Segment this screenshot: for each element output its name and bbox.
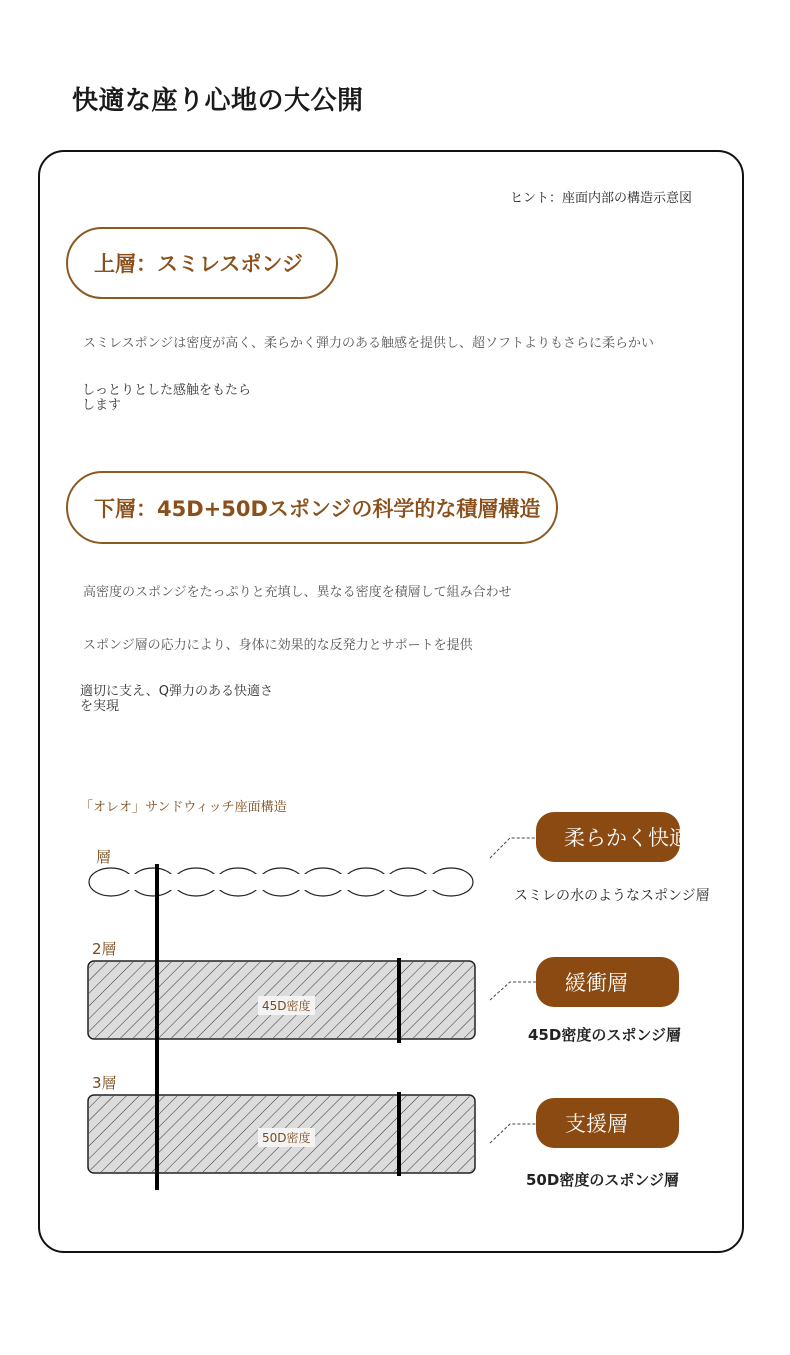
lower-description-line3a: 適切に支え、Q弾力のある快適さ (80, 684, 274, 699)
layer2-density-label: 45D密度 (258, 996, 315, 1015)
upper-description-line1: スミレスポンジは密度が高く、柔らかく弾力のある触感を提供し、超ソフトよりもさらに柔らかい (83, 336, 655, 351)
layer1-tag-label: 柔らかく快適な層 (564, 826, 732, 850)
layer3-description: 50D密度のスポンジ層 (526, 1171, 679, 1189)
layer1-description: スミレの水のようなスポンジ層 (514, 888, 710, 904)
upper-description-line2b: します (82, 398, 122, 413)
layer3-tag (536, 1098, 679, 1148)
layer1-label: 層 (96, 848, 112, 866)
leader-line-1 (490, 838, 538, 858)
upper-description-line2a: しっとりとした感触をもたら (82, 383, 252, 398)
layer2-label: 2層 (92, 940, 117, 958)
layer1-cloud-shape (89, 868, 473, 896)
lower-description-line2: スポンジ層の応力により、身体に効果的な反発力とサポートを提供 (83, 638, 473, 653)
layer3-label: 3層 (92, 1074, 117, 1092)
page-title: 快適な座り心地の大公開 (72, 86, 364, 116)
layer3-density-label: 50D密度 (258, 1128, 315, 1147)
leader-line-3 (490, 1124, 538, 1143)
layer2-tag (536, 957, 679, 1007)
layer2-description: 45D密度のスポンジ層 (528, 1026, 681, 1044)
layer3-tag-label: 支援層 (565, 1112, 628, 1136)
lower-description-line1: 高密度のスポンジをたっぷりと充填し、異なる密度を積層して組み合わせ (83, 585, 512, 600)
diagram-caption: 「オレオ」サンドウィッチ座面構造 (80, 800, 287, 815)
layer2-tag-label: 緩衝層 (565, 971, 628, 995)
leader-line-2 (490, 982, 538, 1000)
hint-text: ヒント：座面内部の構造示意図 (510, 191, 693, 206)
lower-description-line3b: を実現 (80, 699, 120, 714)
upper-layer-heading-label: 上層：スミレスポンジ (94, 252, 303, 276)
lower-layer-heading-label: 下層：45D+50Dスポンジの科学的な積層構造 (94, 496, 541, 521)
layer1-tag (536, 812, 732, 862)
